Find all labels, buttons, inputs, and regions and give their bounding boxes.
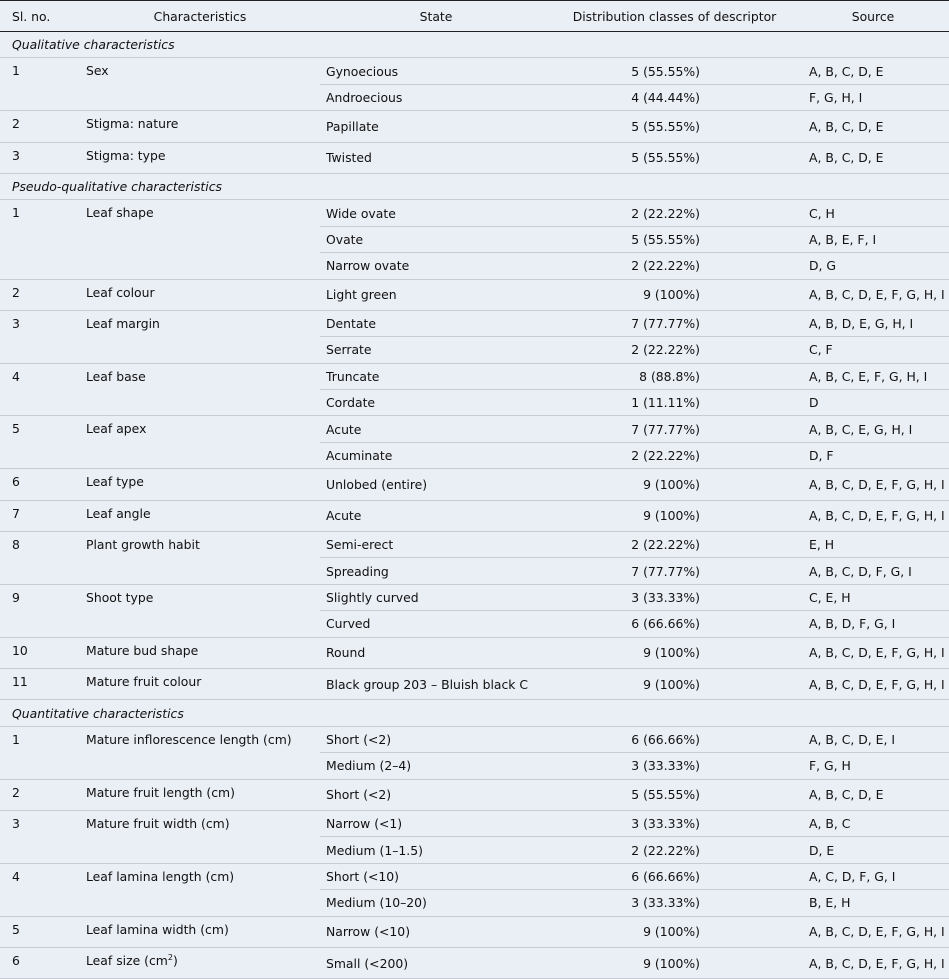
table-row <box>0 532 949 558</box>
state-cell: Short (<2) <box>320 779 552 810</box>
table-row <box>0 310 949 336</box>
source-cell: A, B, C, E, G, H, I <box>797 416 949 442</box>
state-cell: Unlobed (entire) <box>320 469 552 500</box>
characteristic-cell: Mature fruit length (cm) <box>80 779 320 810</box>
table-row <box>0 810 949 836</box>
characteristic-cell: Leaf type <box>80 469 320 500</box>
distribution-cell: 8 (88.8%) <box>552 363 797 389</box>
state-cell: Narrow ovate <box>320 253 552 279</box>
sl-cell: 2 <box>0 111 80 142</box>
distribution-cell: 6 (66.66%) <box>552 726 797 752</box>
header-state: State <box>320 1 552 32</box>
source-cell: A, B, C, D, E <box>797 142 949 173</box>
source-cell: A, B, C, D, E <box>797 111 949 142</box>
characteristic-text: Leaf size (cm <box>86 952 168 968</box>
source-cell: A, B, C, D, E <box>797 58 949 84</box>
source-cell: A, B, C, D, F, G, I <box>797 558 949 584</box>
state-cell: Narrow (<10) <box>320 916 552 947</box>
source-cell: A, B, C, D, E, F, G, H, I <box>797 500 949 531</box>
header-sl: Sl. no. <box>0 1 80 32</box>
distribution-cell: 9 (100%) <box>552 947 797 978</box>
distribution-cell: 9 (100%) <box>552 469 797 500</box>
characteristic-cell: Sex <box>80 58 320 111</box>
table-row <box>0 863 949 889</box>
source-cell: C, H <box>797 200 949 226</box>
sl-cell: 1 <box>0 726 80 779</box>
source-cell: A, B, C, D, E, F, G, H, I <box>797 637 949 668</box>
distribution-cell: 5 (55.55%) <box>552 58 797 84</box>
table-row <box>0 584 949 610</box>
source-cell: A, B, C <box>797 810 949 836</box>
characteristic-cell: Leaf margin <box>80 310 320 363</box>
source-cell: A, B, C, D, E, F, G, H, I <box>797 668 949 699</box>
distribution-cell: 4 (44.44%) <box>552 84 797 110</box>
table-row <box>0 947 949 978</box>
source-cell: A, C, D, F, G, I <box>797 863 949 889</box>
state-cell: Androecious <box>320 84 552 110</box>
table-row <box>0 668 949 699</box>
table-row <box>0 200 949 226</box>
table-row <box>0 363 949 389</box>
group-row <box>0 700 949 726</box>
sl-cell: 7 <box>0 500 80 531</box>
state-cell: Short (<10) <box>320 863 552 889</box>
characteristic-cell: Mature fruit width (cm) <box>80 810 320 863</box>
state-cell: Curved <box>320 611 552 637</box>
state-cell: Medium (10–20) <box>320 890 552 916</box>
state-cell: Cordate <box>320 390 552 416</box>
state-cell: Twisted <box>320 142 552 173</box>
state-cell: Narrow (<1) <box>320 810 552 836</box>
source-cell: A, B, C, E, F, G, H, I <box>797 363 949 389</box>
characteristic-superscript: 2 <box>167 952 173 962</box>
distribution-cell: 9 (100%) <box>552 500 797 531</box>
characteristic-cell: Leaf apex <box>80 416 320 469</box>
source-cell: B, E, H <box>797 890 949 916</box>
table-row <box>0 916 949 947</box>
state-cell: Semi-erect <box>320 532 552 558</box>
state-cell: Serrate <box>320 337 552 363</box>
distribution-cell: 9 (100%) <box>552 668 797 699</box>
sl-cell: 3 <box>0 310 80 363</box>
source-cell: A, B, C, D, E <box>797 779 949 810</box>
distribution-cell: 6 (66.66%) <box>552 611 797 637</box>
state-cell: Medium (2–4) <box>320 753 552 779</box>
sl-cell: 5 <box>0 916 80 947</box>
source-cell: D, F <box>797 442 949 468</box>
source-cell: A, B, D, F, G, I <box>797 611 949 637</box>
state-cell: Truncate <box>320 363 552 389</box>
characteristic-cell: Mature inflorescence length (cm) <box>80 726 320 779</box>
table-row <box>0 637 949 668</box>
characteristic-cell: Stigma: type <box>80 142 320 173</box>
state-cell: Acuminate <box>320 442 552 468</box>
distribution-cell: 2 (22.22%) <box>552 253 797 279</box>
source-cell: D <box>797 390 949 416</box>
table-row <box>0 469 949 500</box>
state-cell: Wide ovate <box>320 200 552 226</box>
table-row <box>0 726 949 752</box>
source-cell: A, B, C, D, E, F, G, H, I <box>797 916 949 947</box>
sl-cell: 2 <box>0 779 80 810</box>
sl-cell: 10 <box>0 637 80 668</box>
group-row <box>0 173 949 199</box>
source-cell: A, B, E, F, I <box>797 226 949 252</box>
distribution-cell: 2 (22.22%) <box>552 200 797 226</box>
source-cell: A, B, D, E, G, H, I <box>797 310 949 336</box>
characteristic-cell: Shoot type <box>80 584 320 637</box>
table-body <box>0 32 949 979</box>
state-cell: Medium (1–1.5) <box>320 837 552 863</box>
header-source: Source <box>797 1 949 32</box>
sl-cell: 11 <box>0 668 80 699</box>
source-cell: A, B, C, D, E, F, G, H, I <box>797 469 949 500</box>
table-row <box>0 500 949 531</box>
distribution-cell: 2 (22.22%) <box>552 532 797 558</box>
distribution-cell: 7 (77.77%) <box>552 558 797 584</box>
distribution-cell: 6 (66.66%) <box>552 863 797 889</box>
distribution-cell: 1 (11.11%) <box>552 390 797 416</box>
distribution-cell: 9 (100%) <box>552 637 797 668</box>
characteristic-cell: Leaf colour <box>80 279 320 310</box>
distribution-cell: 9 (100%) <box>552 916 797 947</box>
source-cell: A, B, C, D, E, F, G, H, I <box>797 947 949 978</box>
characteristic-text-end: ) <box>172 952 178 968</box>
header-characteristics: Characteristics <box>80 1 320 32</box>
sl-cell: 1 <box>0 58 80 111</box>
header-distribution: Distribution classes of descriptor <box>552 1 797 32</box>
sl-cell: 2 <box>0 279 80 310</box>
distribution-cell: 7 (77.77%) <box>552 310 797 336</box>
distribution-cell: 3 (33.33%) <box>552 810 797 836</box>
source-cell: C, E, H <box>797 584 949 610</box>
group-heading: Qualitative characteristics <box>0 32 949 58</box>
characteristic-cell: Leaf lamina length (cm) <box>80 863 320 916</box>
state-cell: Dentate <box>320 310 552 336</box>
distribution-cell: 3 (33.33%) <box>552 890 797 916</box>
state-cell: Black group 203 – Bluish black C <box>320 668 552 699</box>
table-row <box>0 279 949 310</box>
source-cell: F, G, H, I <box>797 84 949 110</box>
distribution-cell: 5 (55.55%) <box>552 142 797 173</box>
state-cell: Short (<2) <box>320 726 552 752</box>
characteristic-cell: Mature bud shape <box>80 637 320 668</box>
source-cell: D, E <box>797 837 949 863</box>
distribution-cell: 2 (22.22%) <box>552 337 797 363</box>
group-heading: Pseudo-qualitative characteristics <box>0 173 949 199</box>
table-row <box>0 58 949 84</box>
table-row <box>0 142 949 173</box>
sl-cell: 5 <box>0 416 80 469</box>
distribution-cell: 3 (33.33%) <box>552 753 797 779</box>
sl-cell: 1 <box>0 200 80 279</box>
sl-cell: 3 <box>0 810 80 863</box>
sl-cell: 4 <box>0 363 80 416</box>
source-cell: E, H <box>797 532 949 558</box>
table-row <box>0 416 949 442</box>
state-cell: Spreading <box>320 558 552 584</box>
state-cell: Acute <box>320 500 552 531</box>
source-cell: C, F <box>797 337 949 363</box>
group-heading: Quantitative characteristics <box>0 700 949 726</box>
characteristic-cell <box>80 947 320 978</box>
distribution-cell: 7 (77.77%) <box>552 416 797 442</box>
sl-cell: 6 <box>0 947 80 978</box>
source-cell: F, G, H <box>797 753 949 779</box>
group-row <box>0 32 949 58</box>
header-row <box>0 1 949 32</box>
sl-cell: 3 <box>0 142 80 173</box>
state-cell: Round <box>320 637 552 668</box>
sl-cell: 9 <box>0 584 80 637</box>
characteristic-cell: Stigma: nature <box>80 111 320 142</box>
distribution-cell: 2 (22.22%) <box>552 442 797 468</box>
characteristic-cell: Leaf angle <box>80 500 320 531</box>
distribution-cell: 5 (55.55%) <box>552 779 797 810</box>
characteristic-cell: Plant growth habit <box>80 532 320 585</box>
state-cell: Acute <box>320 416 552 442</box>
characteristic-cell: Mature fruit colour <box>80 668 320 699</box>
source-cell: A, B, C, D, E, F, G, H, I <box>797 279 949 310</box>
distribution-cell: 3 (33.33%) <box>552 584 797 610</box>
distribution-cell: 2 (22.22%) <box>552 837 797 863</box>
table-row <box>0 779 949 810</box>
distribution-cell: 5 (55.55%) <box>552 111 797 142</box>
state-cell: Slightly curved <box>320 584 552 610</box>
source-cell: D, G <box>797 253 949 279</box>
state-cell: Gynoecious <box>320 58 552 84</box>
characteristic-cell: Leaf base <box>80 363 320 416</box>
state-cell: Small (<200) <box>320 947 552 978</box>
source-cell: A, B, C, D, E, I <box>797 726 949 752</box>
characteristic-cell: Leaf lamina width (cm) <box>80 916 320 947</box>
characteristic-cell: Leaf shape <box>80 200 320 279</box>
state-cell: Light green <box>320 279 552 310</box>
state-cell: Papillate <box>320 111 552 142</box>
sl-cell: 8 <box>0 532 80 585</box>
sl-cell: 6 <box>0 469 80 500</box>
distribution-cell: 9 (100%) <box>552 279 797 310</box>
distribution-cell: 5 (55.55%) <box>552 226 797 252</box>
table-row <box>0 111 949 142</box>
state-cell: Ovate <box>320 226 552 252</box>
sl-cell: 4 <box>0 863 80 916</box>
